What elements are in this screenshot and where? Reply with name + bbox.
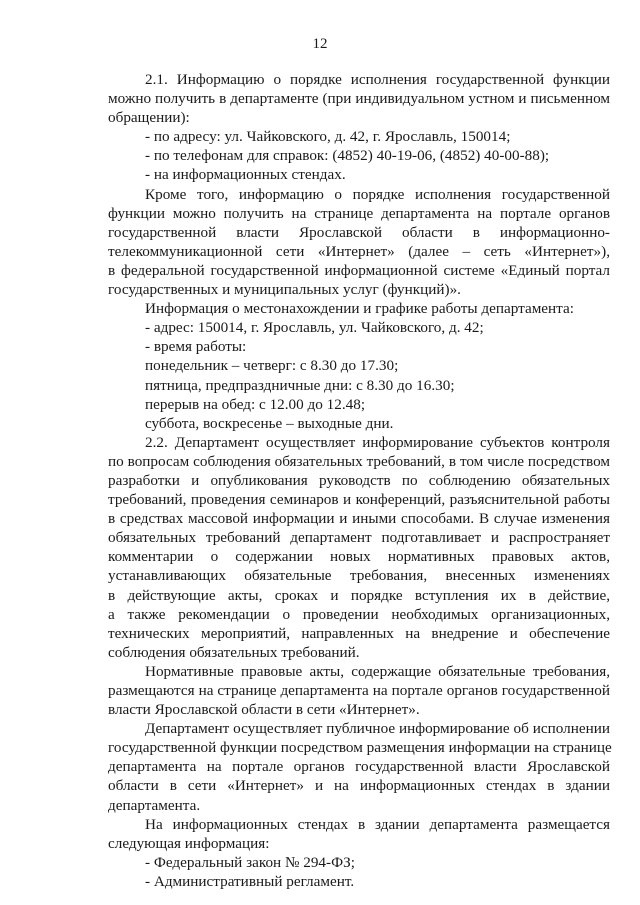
text-line: соблюдения обязательных требований.: [108, 643, 360, 661]
text-line: На информационных стендах в здании департамента размещается: [145, 815, 610, 833]
text-line: - по телефонам для справок: (4852) 40-19-06, (4852) 40-00-88);: [145, 147, 550, 165]
paragraph: [108, 299, 610, 318]
paragraph: [108, 356, 610, 375]
text-line: можно получить в департаменте (при индивидуальном устном и письменном: [108, 90, 610, 108]
text-line: государственной власти Ярославской области в информационно-: [108, 223, 610, 241]
text-line: департамента на портале органов государственной власти Ярославской: [108, 758, 610, 776]
paragraph: [108, 165, 610, 184]
text-line: пятница, предпраздничные дни: с 8.30 до 16.30;: [145, 376, 455, 394]
text-line: разработки и опубликования руководств по соблюдению обязательных: [108, 471, 610, 489]
text-line: по вопросам соблюдения обязательных требований, в том числе посредством: [108, 452, 610, 470]
paragraph: [108, 872, 610, 891]
paragraph: [108, 146, 610, 165]
text-line: - на информационных стендах.: [145, 166, 346, 184]
paragraph: [108, 127, 610, 146]
text-line: функции можно получить на странице департамента на портале органов: [108, 204, 610, 222]
paragraph: [108, 662, 610, 719]
text-line: обращении):: [108, 109, 190, 127]
text-line: а также рекомендации о проведении необходимых организационных,: [108, 605, 610, 623]
paragraph: [108, 376, 610, 395]
text-line: - адрес: 150014, г. Ярославль, ул. Чайковского, д. 42;: [145, 319, 484, 337]
text-line: 2.2. Департамент осуществляет информирование субъектов контроля: [145, 433, 610, 451]
text-line: власти Ярославской области в сети «Интернет».: [108, 701, 420, 719]
text-line: обязательных требований департамент подготавливает и распространяет: [108, 529, 610, 547]
text-line: - время работы:: [145, 338, 247, 356]
paragraph: [108, 318, 610, 337]
text-line: понедельник – четверг: с 8.30 до 17.30;: [145, 357, 399, 375]
text-line: в федеральной государственной информационной системе «Единый портал: [108, 261, 610, 279]
text-line: Информация о местонахождении и графике работы департамента:: [145, 300, 574, 318]
paragraph: [108, 414, 610, 433]
paragraph: [108, 185, 610, 300]
text-line: устанавливающих обязательные требования, внесенных изменениях: [108, 567, 610, 585]
text-line: технических мероприятий, направленных на внедрение и обеспечение: [108, 624, 610, 642]
text-line: области в сети «Интернет» и на информационных стендах в здании: [108, 777, 610, 795]
text-line: - по адресу: ул. Чайковского, д. 42, г. Ярославль, 150014;: [145, 128, 511, 146]
text-line: - Административный регламент.: [145, 872, 355, 890]
text-line: в средствах массовой информации и иными способами. В случае изменения: [108, 510, 610, 528]
text-line: размещаются на странице департамента на портале органов государственной: [108, 682, 610, 699]
paragraph: [108, 337, 610, 356]
text-line: требований, проведения семинаров и конференций, разъяснительной работы: [108, 491, 610, 509]
page-number: 12: [312, 36, 328, 52]
text-line: перерыв на обед: с 12.00 до 12.48;: [145, 395, 366, 413]
text-line: Департамент осуществляет публичное информирование об исполнении: [145, 720, 610, 738]
document-body: [108, 70, 610, 891]
text-line: в действующие акты, сроках и порядке вступления их в действие,: [108, 586, 610, 604]
text-line: государственной функции посредством размещения информации на странице: [108, 739, 612, 757]
text-line: следующая информация:: [108, 834, 270, 852]
paragraph: [108, 395, 610, 414]
text-line: государственных и муниципальных услуг (функций)».: [108, 281, 461, 299]
paragraph: [108, 815, 610, 853]
text-line: суббота, воскресенье – выходные дни.: [145, 414, 394, 432]
text-line: - Федеральный закон № 294-ФЗ;: [145, 853, 355, 871]
text-line: Кроме того, информацию о порядке исполнения государственной: [145, 185, 610, 203]
paragraph: [108, 719, 610, 814]
text-line: телекоммуникационной сети «Интернет» (далее – сеть «Интернет»),: [108, 242, 610, 260]
text-line: 2.1. Информацию о порядке исполнения государственной функции: [145, 71, 610, 88]
text-line: Нормативные правовые акты, содержащие обязательные требования,: [145, 662, 610, 680]
paragraph: [108, 853, 610, 872]
paragraph: [108, 70, 610, 127]
text-line: департамента.: [108, 796, 201, 814]
paragraph: [108, 433, 610, 662]
text-line: комментарии о содержании новых нормативных правовых актов,: [108, 548, 610, 566]
